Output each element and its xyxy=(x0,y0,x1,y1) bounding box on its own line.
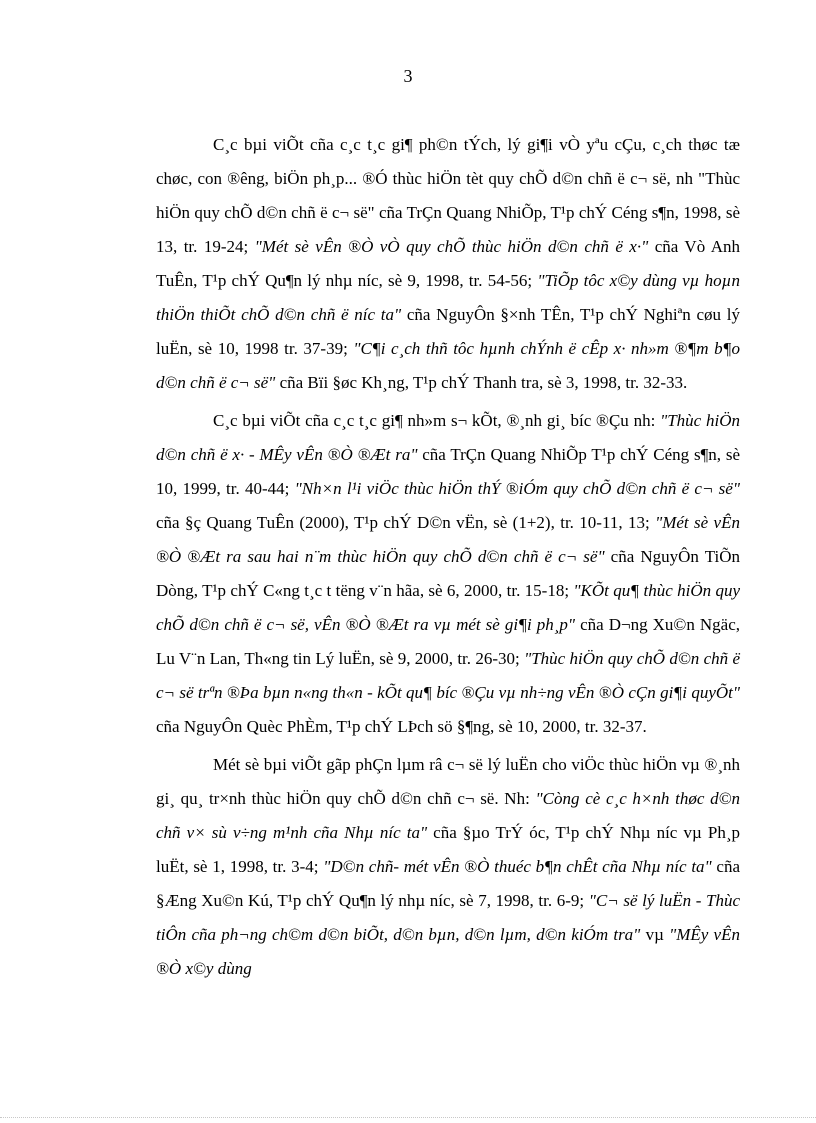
text-run: cña D¬ng Xu©n Ngäc, Lu V¨n Lan, Th«ng tin Lý luËn, sè 9, 2000, tr. 26-30; xyxy=(156,615,741,668)
paragraph xyxy=(156,128,740,400)
page-bottom-edge xyxy=(0,1117,816,1118)
citation-title: "Thùc hiÖn d©n chñ ë x· - MÊy vÊn ®Ò ®Æt ra" xyxy=(156,411,740,464)
body-text xyxy=(156,128,740,990)
citation-title: "Còng cè c¸c h×nh thøc d©n chñ v× sù v÷ng m¹nh cña Nhµ níc ta" xyxy=(156,789,740,842)
citation-title: "Nh×n l¹i viÖc thùc hiÖn thÝ ®iÓm quy chÕ d©n chñ ë c¬ së" xyxy=(294,479,740,498)
text-run: vµ xyxy=(640,925,670,944)
paragraph xyxy=(156,404,740,744)
paragraph xyxy=(156,748,740,986)
citation-title: "D©n chñ- mét vÊn ®Ò thuéc b¶n chÊt cña Nhµ níc ta" xyxy=(323,857,712,876)
citation-title: "TiÕp tôc x©y dùng vµ hoµn thiÖn thiÕt chÕ d©n chñ ë níc ta" xyxy=(156,271,740,324)
citation-title: "C¶i c¸ch thñ tôc hµnh chÝnh ë cÊp x· nh»m ®¶m b¶o d©n chñ ë c¬ së" xyxy=(156,339,740,392)
text-run: cña NguyÔn TiÕn Dòng, T¹p chÝ C«ng t¸c t tëng v¨n hãa, sè 6, 2000, tr. 15-18; xyxy=(156,547,740,600)
text-run: cña NguyÔn Quèc PhÈm, T¹p chÝ LÞch sö §¶ng, sè 10, 2000, tr. 32-37. xyxy=(156,717,647,736)
citation-title: "Mét sè vÊn ®Ò vÒ quy chÕ thùc hiÖn d©n chñ ë x·" xyxy=(254,237,649,256)
text-run: cña NguyÔn §×nh TÊn, T¹p chÝ Nghiªn cøu lý luËn, sè 10, 1998 tr. 37-39; xyxy=(156,305,740,358)
text-run: cña Vò Anh TuÊn, T¹p chÝ Qu¶n lý nhµ níc, sè 9, 1998, tr. 54-56; xyxy=(156,237,740,290)
text-run: cña TrÇn Quang NhiÕp T¹p chÝ Céng s¶n, sè 10, 1999, tr. 40-44; xyxy=(156,445,740,498)
text-run: C¸c bµi viÕt cña c¸c t¸c gi¶ ph©n tÝch, lý gi¶i vÒ yªu cÇu, c¸ch thøc tæ chøc, con ®êng, biÖn ph¸p... ®Ó thùc hiÖn tèt quy chÕ d©n chñ ë c¬ së, nh xyxy=(156,135,740,188)
text-run: cña §µo TrÝ óc, T¹p chÝ Nhµ níc vµ Ph¸p luËt, sè 1, 1998, tr. 3-4; xyxy=(156,823,740,876)
citation-title: "C¬ së lý luËn - Thùc tiÔn cña ph¬ng ch©m d©n biÕt, d©n bµn, d©n lµm, d©n kiÓm tra" xyxy=(156,891,740,944)
page-number: 3 xyxy=(403,66,413,86)
text-run: C¸c bµi viÕt cña c¸c t¸c gi¶ nh»m s¬ kÕt, ®¸nh gi¸ bíc ®Çu nh: xyxy=(213,411,661,430)
text-run: Mét sè bµi viÕt gãp phÇn lµm râ c¬ së lý luËn cho viÖc thùc hiÖn vµ ®¸nh gi¸ qu¸ tr×nh thùc hiÖn quy chÕ d©n chñ c¬ së. Nh: xyxy=(156,755,740,808)
text-run: cña §ç Quang TuÊn (2000), T¹p chÝ D©n vËn, sè (1+2), tr. 10-11, 13; xyxy=(156,513,656,532)
citation-title: "KÕt qu¶ thùc hiÖn quy chÕ d©n chñ ë c¬ së, vÊn ®Ò ®Æt ra vµ mét sè gi¶i ph¸p" xyxy=(156,581,740,634)
text-run: cña Bïi §øc Kh¸ng, T¹p chÝ Thanh tra, sè 3, 1998, tr. 32-33. xyxy=(275,373,688,392)
citation-title: "Thùc hiÖn quy chÕ d©n chñ ë c¬ së trªn ®Þa bµn n«ng th«n - kÕt qu¶ bíc ®Çu vµ nh÷ng vÊn ®Ò cÇn gi¶i quyÕt" xyxy=(156,649,741,702)
citation-title: "Mét sè vÊn ®Ò ®Æt ra sau hai n¨m thùc hiÖn quy chÕ d©n chñ ë c¬ së" xyxy=(156,513,740,566)
text-run: cña §Æng Xu©n Kú, T¹p chÝ Qu¶n lý nhµ níc, sè 7, 1998, tr. 6-9; xyxy=(156,857,741,910)
text-run: "Thùc hiÖn quy chÕ d©n chñ ë c¬ së" cña TrÇn Quang NhiÕp, T¹p chÝ Céng s¶n, 1998, sè 13, tr. 19-24; xyxy=(156,169,740,256)
citation-title: "MÊy vÊn ®Ò x©y dùng xyxy=(156,925,740,978)
